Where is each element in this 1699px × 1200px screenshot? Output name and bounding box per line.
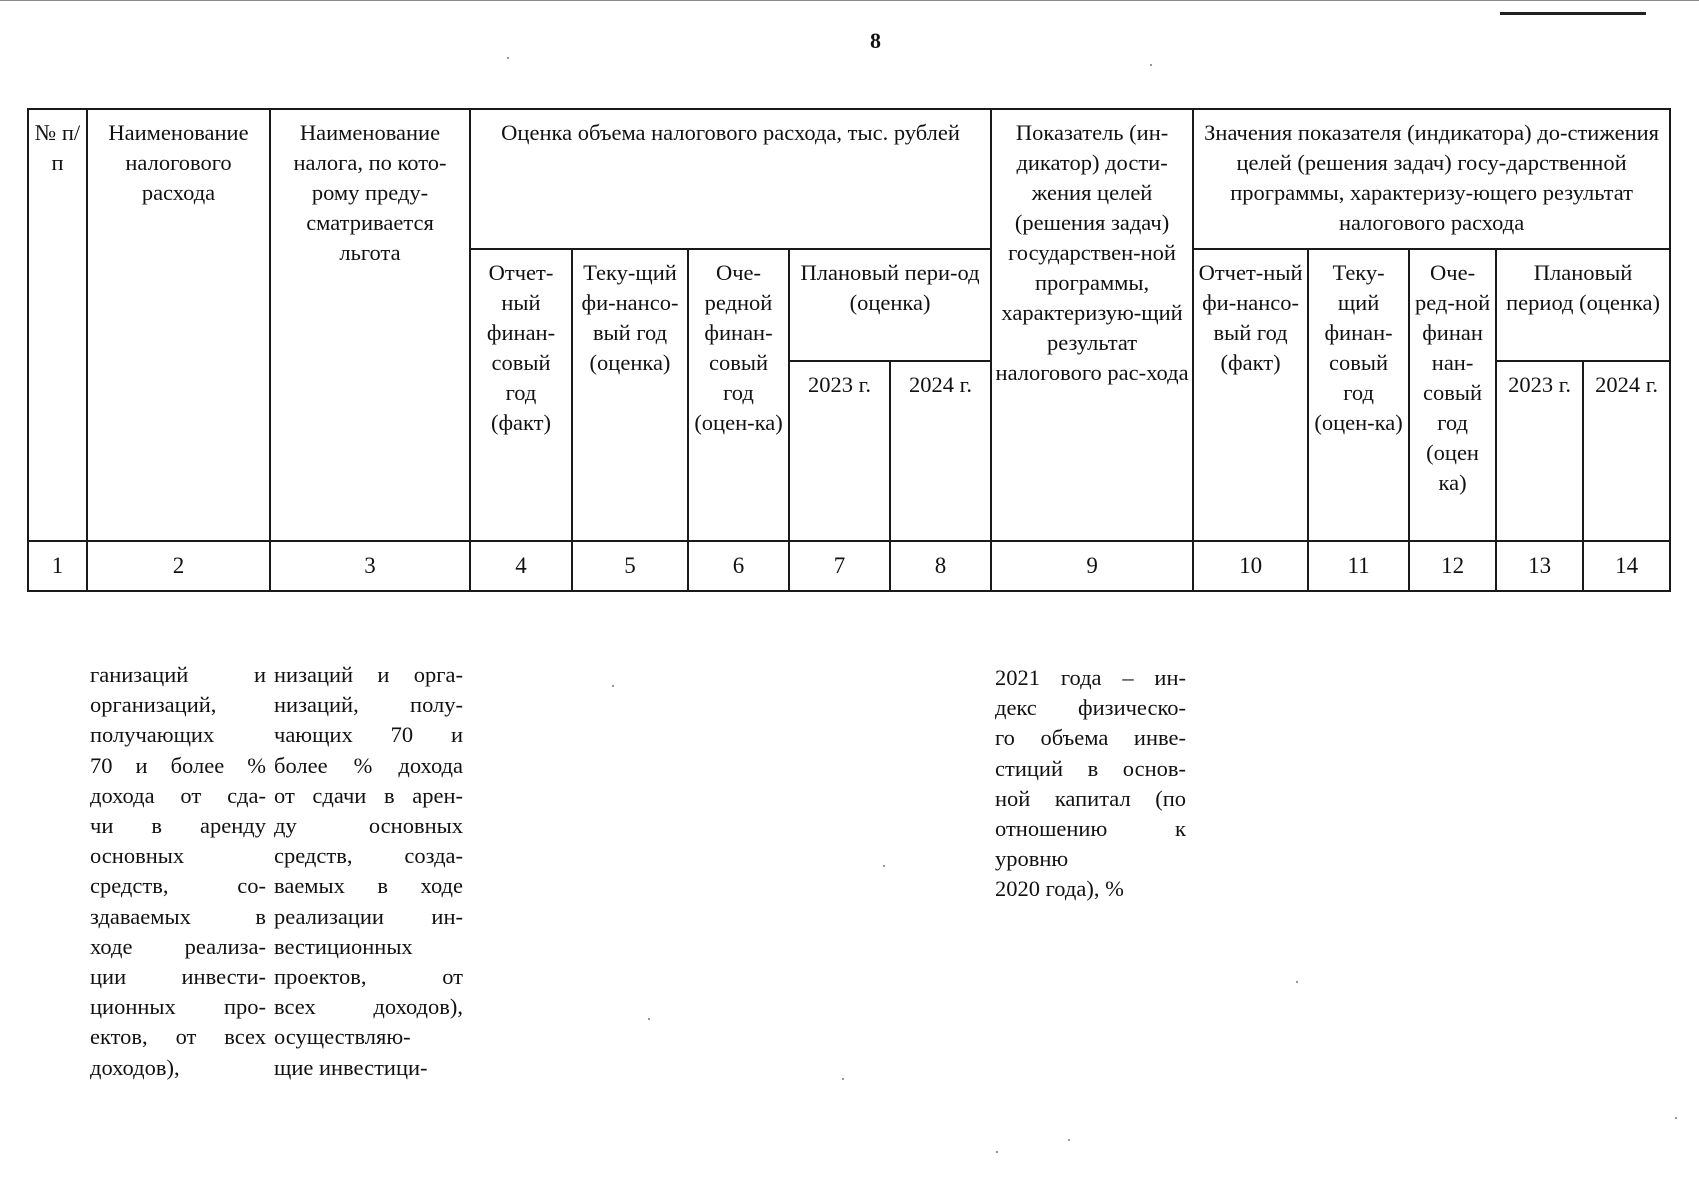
header-year-2024: 2024 г. [890,361,991,541]
column-number-cell: 5 [572,541,688,591]
column-number-cell: 13 [1496,541,1583,591]
header-ind-plan-period: Плановый период (оценка) [1496,249,1670,361]
body-text-line: ционных про- [90,994,266,1020]
header-plan-period: Плановый пери-од (оценка) [789,249,991,361]
header-ind-year-2023: 2023 г. [1496,361,1583,541]
top-right-rule [1500,12,1646,15]
body-text-line: дохода от сда- [90,782,266,808]
body-text-line: ганизаций и [90,662,266,687]
body-text-line: го объема инве- [995,725,1186,751]
header-ind-current-year: Теку-щий финан-совый год (оцен-ка) [1308,249,1409,541]
body-text-line: декс физическо- [995,695,1186,721]
body-text-line: стиций в основ- [995,755,1186,781]
scan-speck [996,1151,998,1153]
header-indicator: Показатель (ин-дикатор) дости-жения целей (решения задач) государствен-ной программы, характеризую-щий результат налогового рас-хода [991,109,1193,541]
header-volume-group: Оценка объема налогового расхода, тыс. рублей [470,109,991,249]
body-text-line: более % дохода [274,752,463,778]
body-text-line: уровню [995,846,1069,872]
column-number-cell: 9 [991,541,1193,591]
column-number-cell: 11 [1308,541,1409,591]
body-text-line: здаваемых в [90,903,266,929]
header-ind-year-2024: 2024 г. [1583,361,1670,541]
body-text-line: вестиционных [274,933,413,959]
body-text-line: от сдачи в арен- [274,782,463,808]
column-number-cell: 3 [270,541,470,591]
body-text-column-tax [274,660,463,1083]
body-text-line: ду основных [274,813,463,839]
body-text-line: 2020 года), % [995,876,1124,902]
body-text-line: основных [90,843,185,869]
page-number: 8 [870,28,881,53]
scan-speck [648,1018,650,1020]
header-ind-next-year: Оче-ред-ной финан нан-совый год (оцен ка) [1409,249,1496,541]
body-text-line: доходов), [90,1054,180,1080]
body-text-line: ектов, от всех [90,1024,266,1050]
body-text-line: ции инвести- [90,964,266,990]
body-text-line: организаций, [90,692,217,718]
column-number-cell: 8 [890,541,991,591]
header-num: № п/п [28,109,87,541]
column-number-cell: 1 [28,541,87,591]
body-text-line: проектов, от [274,964,463,990]
header-tax-name: Наименование налога, по кото-рому преду-сматривается льгота [270,109,470,541]
scan-speck [883,865,885,867]
body-text-line: 2021 года – ин- [995,665,1186,690]
column-number-cell: 2 [87,541,270,591]
body-text-line: чи в аренду [90,813,266,839]
column-number-cell: 12 [1409,541,1496,591]
body-text-line: реализации ин- [274,903,463,929]
column-number-cell: 14 [1583,541,1670,591]
body-text-line: низаций, полу- [274,692,463,718]
header-expense-name: Наименование налогового расхода [87,109,270,541]
header-indicator-values-group: Значения показателя (индикатора) до-стижения целей (решения задач) госу-дарственной программы, характеризу-ющего результат налогового расхода [1193,109,1670,249]
body-text-line: средств, со- [90,873,266,899]
body-text-line: ваемых в ходе [274,873,463,899]
scan-speck [1675,1117,1677,1119]
header-ind-reporting-year: Отчет-ный фи-нансо-вый год (факт) [1193,249,1308,541]
scan-speck [507,57,509,59]
header-reporting-year: Отчет-ный финан-совый год (факт) [470,249,572,541]
scan-speck [1296,981,1298,983]
body-text-line: щие инвестици- [274,1054,428,1080]
body-text-line: всех доходов), [274,994,463,1020]
header-current-year: Теку-щий фи-нансо-вый год (оценка) [572,249,688,541]
body-text-line: 70 и более % [90,752,266,778]
body-text-line: ной капитал (по [995,785,1186,811]
scan-speck [1150,64,1152,66]
scan-speck [842,1078,844,1080]
body-text-line: ходе реализа- [90,933,266,959]
header-next-year: Оче-редной финан-совый год (оцен-ка) [688,249,789,541]
body-text-line: низаций и орга- [274,662,463,687]
column-number-cell: 7 [789,541,890,591]
body-text-line: осуществляю- [274,1024,411,1050]
body-text-column-indicator [995,663,1186,905]
scan-speck [1068,1139,1070,1141]
tax-expense-table [27,108,1671,592]
column-number-cell: 10 [1193,541,1308,591]
body-text-column-expense [90,660,266,1083]
body-text-line: отношению к [995,816,1186,842]
top-border-line [0,0,1699,1]
body-text-line: средств, созда- [274,843,463,869]
column-number-cell: 4 [470,541,572,591]
header-year-2023: 2023 г. [789,361,890,541]
body-text-line: получающих [90,722,215,748]
column-number-cell: 6 [688,541,789,591]
body-text-line: чающих 70 и [274,722,463,748]
scan-speck [612,685,614,687]
